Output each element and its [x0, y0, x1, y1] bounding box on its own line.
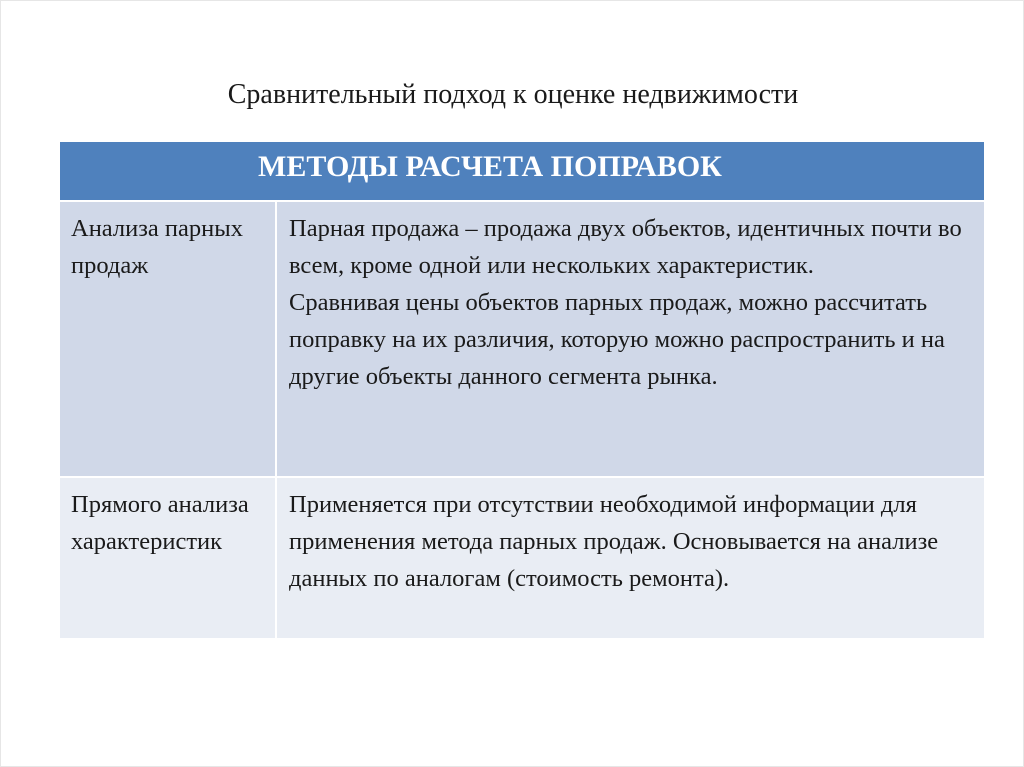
description-paragraph: Сравнивая цены объектов парных продаж, можно рассчитать поправку на их различия, которую можно распространить и на другие объекты данного сегмента рынка. [289, 289, 945, 390]
table-row [60, 202, 984, 478]
slide-title: Сравнительный подход к оценке недвижимости [227, 79, 799, 110]
method-description-cell [277, 478, 984, 638]
method-description-cell [277, 202, 984, 476]
description-paragraph: Парная продажа – продажа двух объектов, идентичных почти во всем, кроме одной или нескольких характеристик. [289, 215, 962, 279]
method-name-cell: Анализа парных продаж [60, 202, 277, 476]
table-header: МЕТОДЫ РАСЧЕТА ПОПРАВОК [60, 142, 984, 202]
description-paragraph: Применяется при отсутствии необходимой информации для применения метода парных продаж. Основывается на анализе данных по аналогам (стоимость ремонта). [289, 491, 939, 592]
method-name-cell: Прямого анализа характеристик [60, 478, 277, 638]
table-row [60, 478, 984, 638]
methods-table [60, 142, 984, 638]
